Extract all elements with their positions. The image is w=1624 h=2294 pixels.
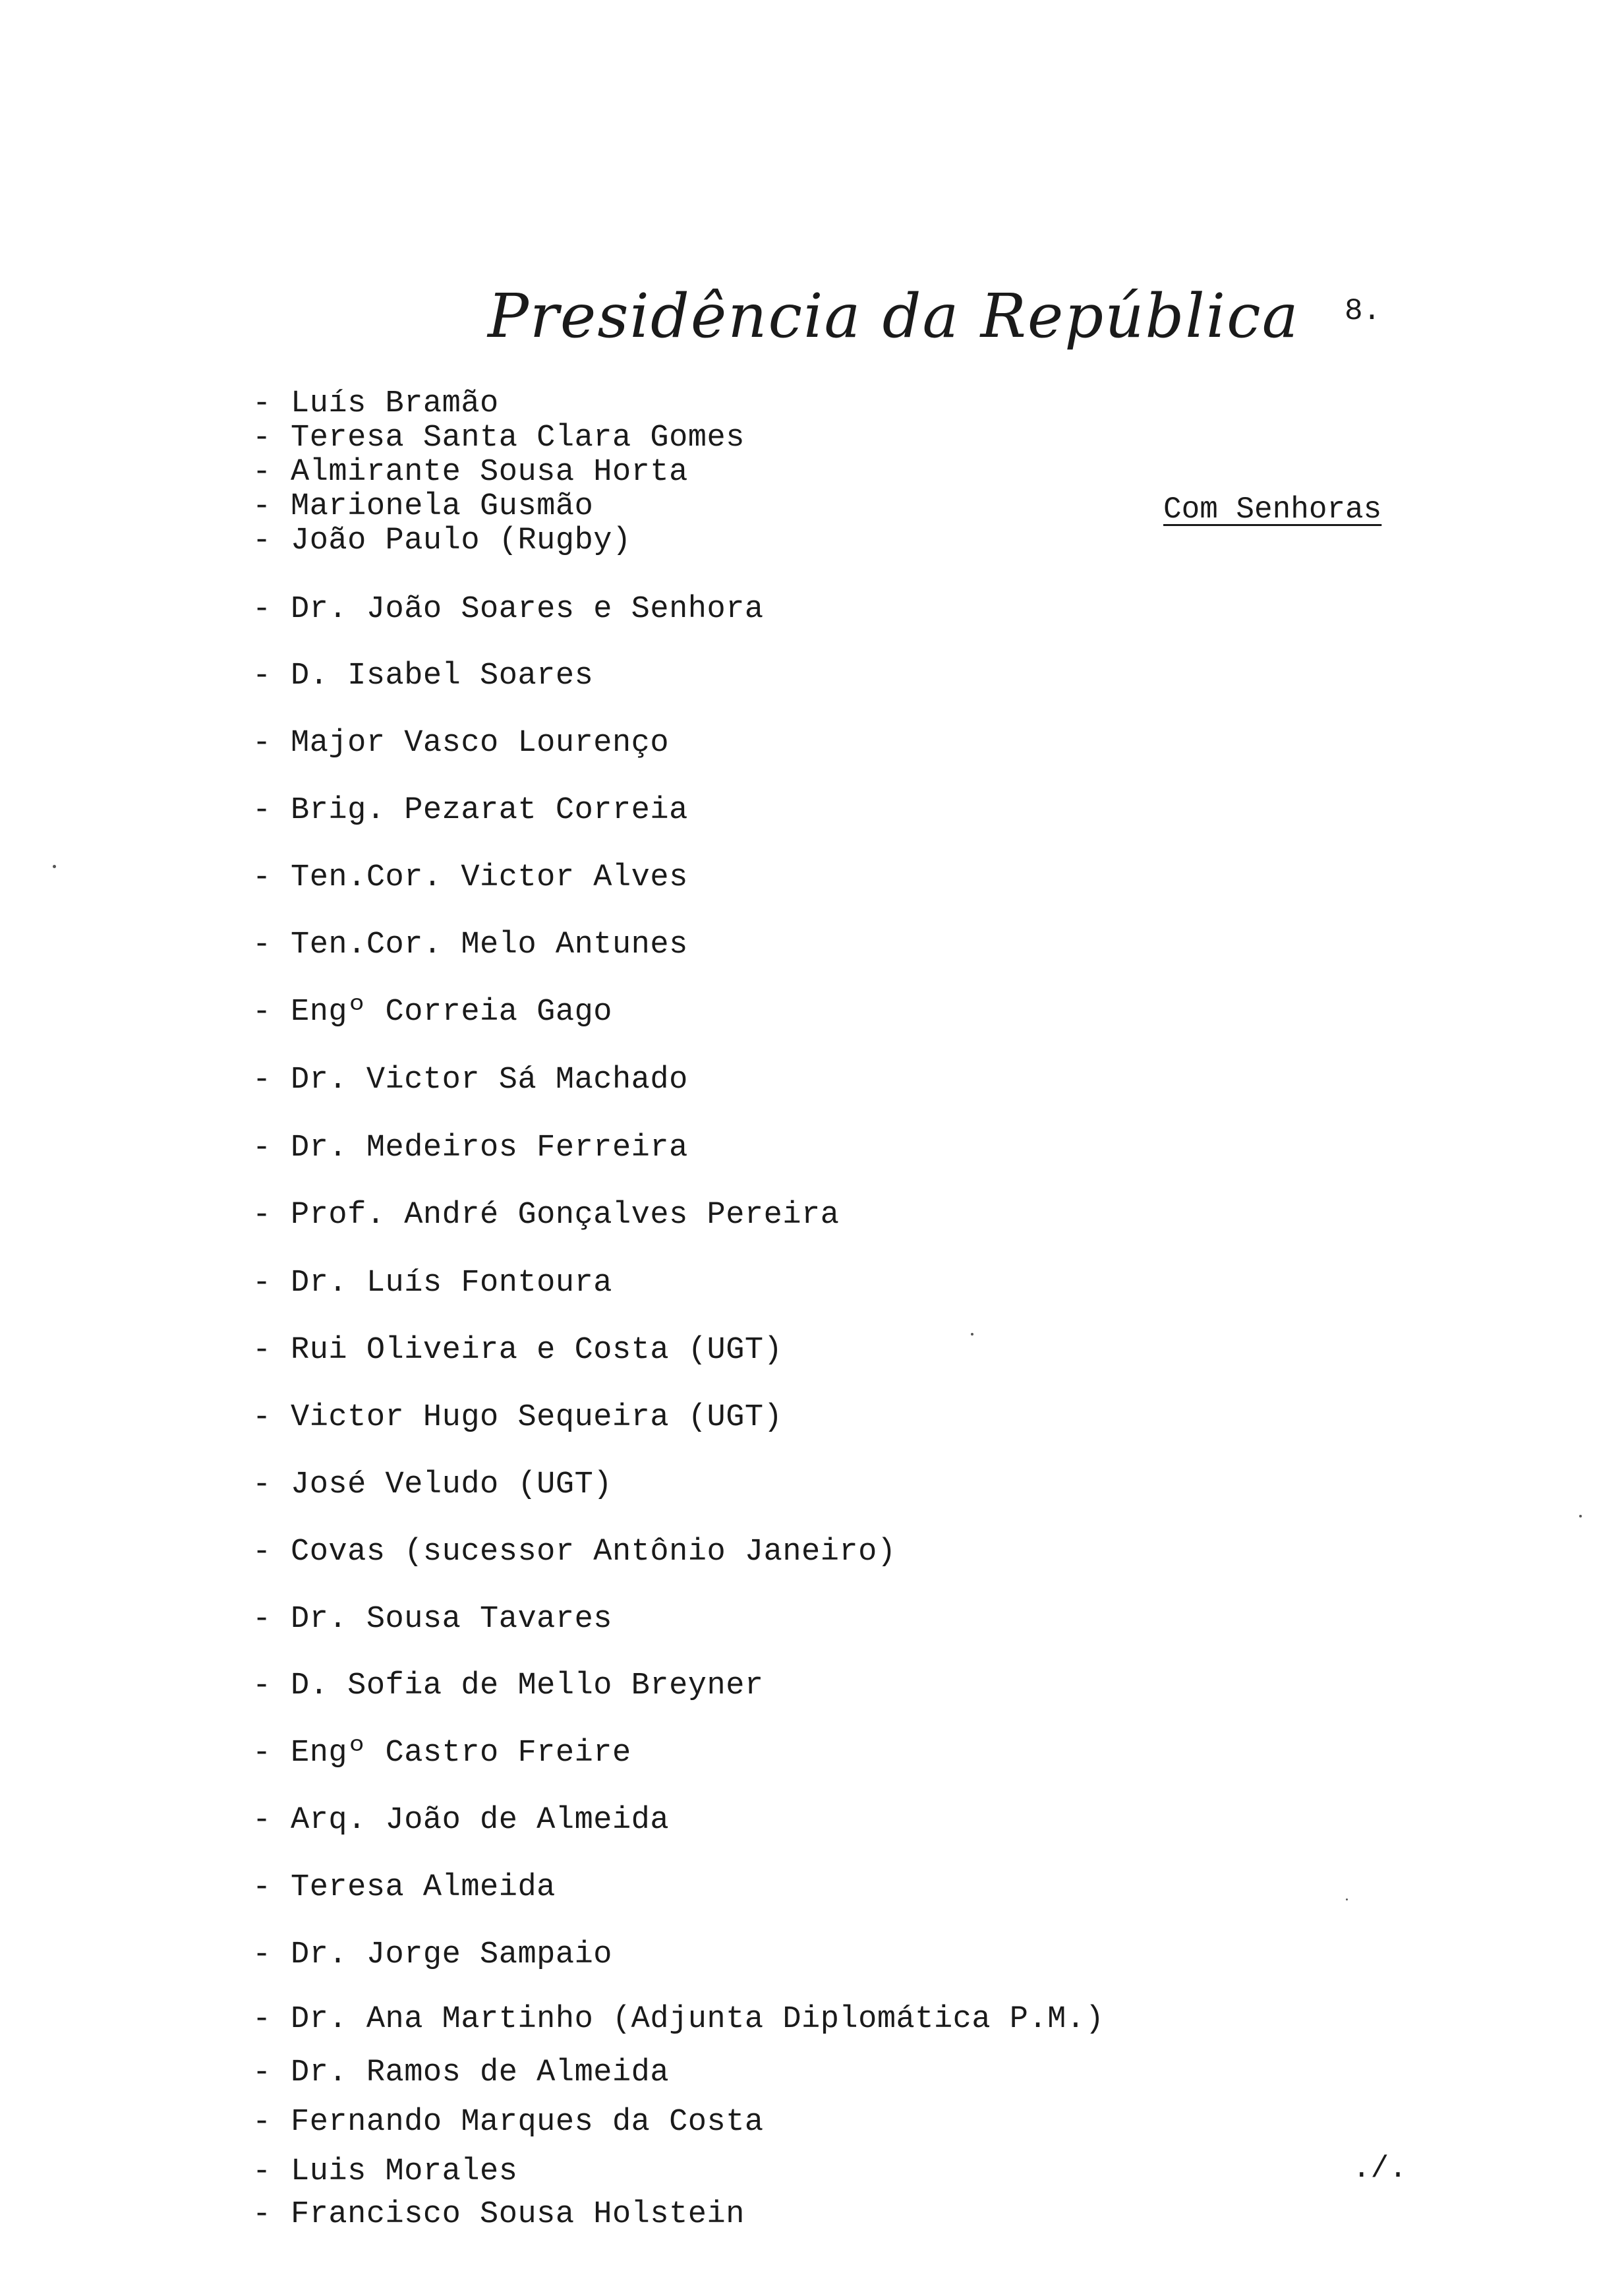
list-item: - Dr. Luís Fontoura: [252, 1266, 612, 1301]
list-item: - D. Sofia de Mello Breyner: [252, 1668, 764, 1703]
list-item: - Dr. Victor Sá Machado: [252, 1063, 688, 1098]
list-item: - Engº Castro Freire: [252, 1736, 631, 1771]
list-item: - Arq. João de Almeida: [252, 1803, 670, 1838]
list-item: - Major Vasco Lourenço: [252, 726, 670, 761]
list-item: - Fernando Marques da Costa: [252, 2105, 764, 2140]
with-spouses-note: Com Senhoras: [1163, 492, 1382, 527]
list-item: - Almirante Sousa Horta: [252, 455, 688, 490]
list-item: - Ten.Cor. Victor Alves: [252, 860, 688, 895]
list-item: - Rui Oliveira e Costa (UGT): [252, 1333, 783, 1368]
list-item: - D. Isabel Soares: [252, 659, 594, 693]
list-item: - Marionela Gusmão: [252, 489, 594, 524]
scan-speck: [971, 1333, 973, 1336]
list-item: - Covas (sucessor Antônio Janeiro): [252, 1535, 896, 1570]
list-item: - Dr. Sousa Tavares: [252, 1602, 612, 1637]
scan-speck: [53, 865, 56, 868]
list-item: - Victor Hugo Sequeira (UGT): [252, 1400, 783, 1435]
list-item: - Dr. Ramos de Almeida: [252, 2055, 670, 2090]
list-item: - Francisco Sousa Holstein: [252, 2197, 745, 2232]
list-item: - João Paulo (Rugby): [252, 523, 631, 558]
list-item: - Teresa Almeida: [252, 1870, 556, 1905]
page-number: 8.: [1345, 294, 1381, 328]
list-item: - José Veludo (UGT): [252, 1467, 612, 1502]
list-item: - Dr. Jorge Sampaio: [252, 1937, 612, 1972]
list-item: - Ten.Cor. Melo Antunes: [252, 927, 688, 962]
continuation-mark: ./.: [1352, 2152, 1407, 2186]
list-item: - Dr. João Soares e Senhora: [252, 592, 764, 627]
list-item: - Luis Morales: [252, 2154, 518, 2189]
list-item: - Dr. Ana Martinho (Adjunta Diplomática P.M.): [252, 2002, 1105, 2037]
scan-speck: [1346, 1898, 1348, 1900]
list-item: - Engº Correia Gago: [252, 995, 612, 1030]
list-item: - Teresa Santa Clara Gomes: [252, 421, 745, 456]
list-item: - Luís Bramão: [252, 386, 499, 421]
list-item: - Prof. André Gonçalves Pereira: [252, 1198, 840, 1233]
letterhead-title: Presidência da República: [488, 281, 1300, 351]
list-item: - Brig. Pezarat Correia: [252, 793, 688, 828]
scan-speck: [1579, 1515, 1582, 1517]
list-item: - Dr. Medeiros Ferreira: [252, 1131, 688, 1165]
